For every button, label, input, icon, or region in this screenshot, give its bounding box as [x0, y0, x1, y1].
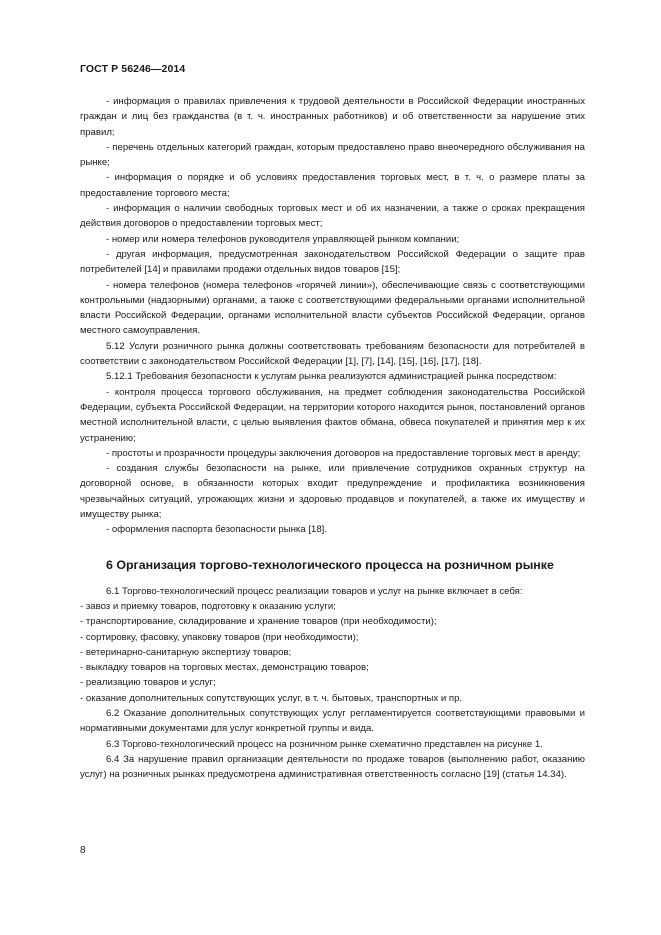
document-body — [80, 94, 585, 782]
list-item: - ветеринарно-санитарную экспертизу товаров; — [80, 646, 292, 658]
document-header: ГОСТ Р 56246—2014 — [80, 63, 186, 75]
paragraph: - контроля процесса торгового обслуживания, на предмет соблюдения законодательства Российской Федерации, субъекта Российской Федерации, на территории которого находится рынок, постановлений органов местной исполнительной власти, с целью выявления фактов обмана, обвеса покупателей и принятия мер к их устранению; — [80, 386, 585, 444]
list-item: - транспортирование, складирование и хранение товаров (при необходимости); — [80, 616, 437, 628]
section-heading: 6 Организация торгово-технологического процесса на розничном рынке — [106, 557, 554, 572]
paragraph: - создания службы безопасности на рынке, или привлечение сотрудников охранных структур на договорной основе, в обязанности которых входит предупреждение и профилактика возникновения чрезвычайных ситуаций, угрожающих жизни и здоровью продавцов и покупателей, а также их имуществу и имуществу рынка; — [80, 463, 585, 521]
paragraph: 5.12.1 Требования безопасности к услугам рынка реализуются администрацией рынка посредством: — [106, 371, 557, 383]
paragraph: 6.3 Торгово-технологический процесс на розничном рынке схематично представлен на рисунке 1. — [106, 738, 543, 750]
paragraph: - информация о наличии свободных торговых мест и об их назначении, а также о сроках прекращения действия договоров о предоставлении торговых мест; — [80, 203, 585, 230]
paragraph: - простоты и прозрачности процедуры заключения договоров на предоставление торговых мест в аренду; — [106, 447, 581, 459]
list-item: - реализацию товаров и услуг; — [80, 677, 216, 689]
paragraph: - другая информация, предусмотренная законодательством Российской Федерации о защите прав потребителей [14] и правилами продажи отдельных видов товаров [15]; — [80, 248, 585, 276]
paragraph: - оформления паспорта безопасности рынка [18]. — [106, 524, 327, 536]
paragraph: 6.1 Торгово-технологический процесс реализации товаров и услуг на рынке включает в себя: — [106, 585, 523, 597]
list-item: - выкладку товаров на торговых местах, демонстрацию товаров; — [80, 662, 369, 674]
paragraph: - номера телефонов (номера телефонов «горячей линии»), обеспечивающие связь с соответствующими контрольными (надзорными) органами, а также с соответствующими федеральными органами исполнительной власти Российской Федерации, органами исполнительной власти субъектов Российской Федерации, органов местного самоуправления. — [80, 279, 585, 337]
list-item: - оказание дополнительных сопутствующих услуг, в т. ч. бытовых, транспортных и пр. — [80, 692, 463, 704]
paragraph: - информация о порядке и об условиях предоставления торговых мест, в т. ч. о размере платы за предоставление торгового места; — [80, 172, 585, 199]
paragraph: 5.12 Услуги розничного рынка должны соответствовать требованиям безопасности для потребителей в соответствии с законодательством Российской Федерации [1], [7], [14], [15], [16], [17], [18]. — [80, 340, 585, 368]
list-item: - сортировку, фасовку, упаковку товаров (при необходимости); — [80, 631, 359, 643]
paragraph: - номер или номера телефонов руководителя управляющей рынком компании; — [106, 233, 460, 245]
paragraph: - информация о правилах привлечения к трудовой деятельности в Российской Федерации иностранных граждан и лиц без гражданства (в т. ч. иностранных работников) и об ответственности за нарушение этих правил; — [80, 96, 585, 138]
paragraph: 6.2 Оказание дополнительных сопутствующих услуг регламентируется соответствующими правовыми и нормативными документами для услуг конкретной группы и вида. — [80, 707, 585, 735]
paragraph: - перечень отдельных категорий граждан, которым предоставлено право внеочередного обслуживания на рынке; — [80, 141, 585, 169]
list-item: - завоз и приемку товаров, подготовку к оказанию услуги; — [80, 600, 336, 612]
paragraph: 6.4 За нарушение правил организации деятельности по продаже товаров (выполнению работ, оказанию услуг) на розничных рынках предусмотрена административная ответственность согласно [19] (статья 14.34). — [80, 753, 585, 781]
page-number: 8 — [80, 845, 86, 856]
